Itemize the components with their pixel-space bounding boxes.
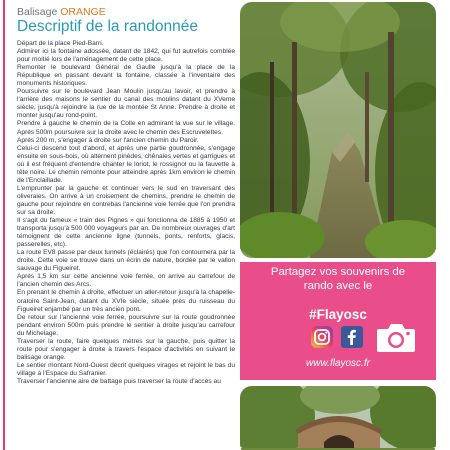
description-text bbox=[17, 40, 235, 386]
description-paragraph: Il s'agit du fameux « train des Pignes » qui fonctionna de 1885 à 1950 et transporta jusqu'à 500 000 voyageurs par an. De nombreux ouvrages d'art témoignent de cette ancienne ligne (tunnels, ponts, renforts, glacis, passerelles, etc). bbox=[17, 217, 235, 249]
description-paragraph: Départ de la place Pied-Barri. bbox=[17, 40, 104, 47]
description-paragraph: La route EV8 passe par deux tunnels (éclairés) que l'on contournera par la droite. Cette voie se trouve dans un écrin de nature, bordée par le vallon sauvage du Figueiret. bbox=[17, 249, 235, 273]
description-column bbox=[17, 6, 235, 386]
description-paragraph: Admirer ici la fontaine adossée, datant de 1842, qui fut autrefois comblée pour moitié lors de l'aménagement de cette place. bbox=[17, 48, 235, 64]
facebook-icon[interactable] bbox=[341, 326, 363, 348]
description-paragraph: Celui-ci descend tout d'abord, et après une partie goudronnée, s'engage ensuite en sous-bois, où alternent pinèdes, chênaies vertes et garrigues et où il est fréquent d'entendre chanter le loriot, le rossignol ou la fauvette à tête noire. Le chemin remonte pour atteindre après 1km environ le chemin de l'Enclaillade. bbox=[17, 144, 235, 184]
description-paragraph: Après 1,5 km sur cette ancienne voie ferrée, on arrive au carrefour de l'ancien chemin des Arcs. bbox=[17, 273, 235, 289]
hashtag: #Flayosc bbox=[309, 307, 367, 322]
balisage-label: Balisage bbox=[17, 6, 58, 18]
description-paragraph: Prendre à gauche le chemin de la Colle en admirant la vue sur le village. Après 500m poursuivre sur la droite avec le chemin des Escruvelettes. bbox=[17, 120, 235, 136]
chapel-photo bbox=[240, 386, 436, 450]
social-promo-box bbox=[240, 262, 436, 380]
balisage-line bbox=[17, 6, 235, 18]
website-link[interactable]: www.flayosc.fr bbox=[306, 358, 370, 369]
camera-icon bbox=[375, 319, 417, 355]
description-paragraph: Poursuivre sur le boulevard Jean Moulin jusqu'au lavoir, et prendre à l'arrière des maisons le sentier du canal des moulins datant du XVeme siècle, jusqu'à rejoindre la rue de la montée St Anne. Prendre à droite et monter jusqu'au rond-point. bbox=[17, 88, 235, 120]
description-paragraph: Le sentier montant Nord-Ouest décrit quelques virages et rejoint le bas du village à l'Espace du Safranier. bbox=[17, 361, 235, 377]
description-paragraph: En prenant le chemin à droite, effectuer un aller-retour jusqu'à la chapelle-oratoire Saint-Jean, datant du XVIe siècle, située près du ruisseau du Figueiret enjambé par un très ancien pont. bbox=[17, 289, 235, 313]
promo-line-2: rando avec le bbox=[303, 279, 373, 292]
description-paragraph: Traverser l'ancienne aire de battage puis traverser la route d'accès au bbox=[17, 377, 221, 385]
forest-path-photo bbox=[240, 2, 436, 258]
description-paragraph: L'emprunter par la gauche et continuer vers le sud en traversant des oliveraies. On arrive à un croisement de chemins, prendre le chemin de gauche pour rejoindre en contrebas l'ancienne voie ferrée que l'on prendra sur sa droite. bbox=[17, 184, 235, 216]
description-paragraph: Remonter le boulevard Général de Gaulle jusqu'à la place de la République en passant devant la fontaine, classée à l'inventaire des monuments historiques. bbox=[17, 64, 235, 88]
page-title: Descriptif de la randonnée bbox=[17, 18, 198, 35]
description-paragraph: Après 200 m, s'engager à droite sur l'ancien chemin du Paroir. bbox=[17, 136, 199, 144]
instagram-icon[interactable] bbox=[311, 326, 333, 348]
promo-line-1: Partagez vos souvenirs de bbox=[270, 266, 406, 278]
balisage-color: ORANGE bbox=[60, 6, 106, 18]
promo-text bbox=[240, 266, 436, 293]
description-paragraph: De retour sur l'ancienne voie ferrée, poursuivre sur la route goudronnée pendant environ 500m puis prendre le sentier à droite jusqu'au carrefour du Michelage. bbox=[17, 313, 235, 337]
pink-border-line bbox=[3, 0, 5, 450]
description-paragraph: Traverser la route, faire quelques mètres sur la gauche, puis quitter la route pour s'engager à droite à travers l'espace d'activités en suivant le balisage orange. bbox=[17, 337, 235, 361]
